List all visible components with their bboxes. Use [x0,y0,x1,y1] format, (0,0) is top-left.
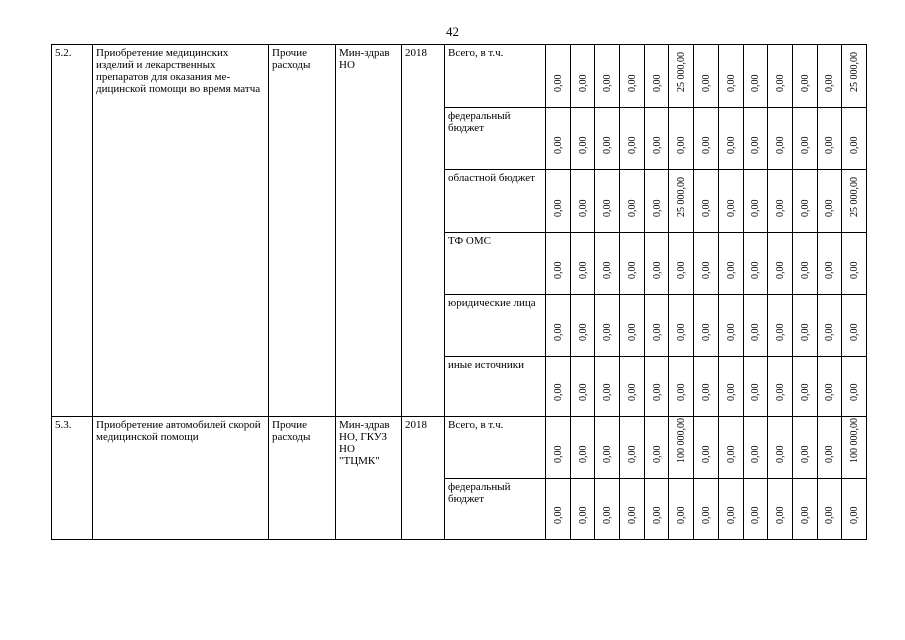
amount-value: 0,00 [725,261,737,279]
amount-value: 0,00 [750,261,762,279]
amount-value: 25 000,00 [676,52,688,92]
amount-cell [595,295,620,357]
table-row [52,45,867,108]
amount-cell [620,295,645,357]
amount-cell [694,233,719,295]
table-row [52,417,867,479]
item-name: Приобретение автомобилей скорой медицинской помощи [93,417,269,540]
expense-type: Прочие расходы [269,45,336,417]
amount-cell [694,108,719,170]
amount-cell [743,233,768,295]
amount-cell [644,45,669,108]
amount-cell [595,417,620,479]
amount-value: 0,00 [775,136,787,154]
amount-value: 0,00 [676,506,688,524]
year: 2018 [402,45,445,417]
amount-value: 0,00 [577,383,589,401]
amount-value: 0,00 [577,506,589,524]
amount-value: 0,00 [651,136,663,154]
amount-cell [546,479,571,540]
amount-value: 0,00 [750,323,762,341]
amount-value: 0,00 [725,74,737,92]
amount-value: 0,00 [799,445,811,463]
amount-value: 0,00 [799,74,811,92]
amount-cell [743,417,768,479]
amount-value: 0,00 [725,136,737,154]
amount-value: 0,00 [824,323,836,341]
amount-value: 0,00 [824,261,836,279]
amount-value: 0,00 [602,383,614,401]
amount-cell [842,45,867,108]
amount-cell [546,357,571,417]
amount-value: 0,00 [602,261,614,279]
amount-cell [546,45,571,108]
page-number: 42 [446,24,459,39]
amount-value: 0,00 [824,136,836,154]
amount-cell [817,479,842,540]
amount-cell [595,233,620,295]
amount-value: 0,00 [626,74,638,92]
amount-value: 0,00 [676,261,688,279]
amount-cell [644,108,669,170]
amount-value: 0,00 [700,323,712,341]
amount-cell [842,479,867,540]
amount-value: 0,00 [626,323,638,341]
amount-value: 0,00 [651,261,663,279]
amount-value: 0,00 [626,136,638,154]
amount-value: 100 000,00 [849,418,861,463]
amount-cell [718,295,743,357]
amount-value: 0,00 [626,445,638,463]
item-number: 5.2. [52,45,93,417]
funding-source: ТФ ОМС [445,233,546,295]
amount-value: 0,00 [725,199,737,217]
amount-cell [718,357,743,417]
amount-cell [620,233,645,295]
amount-value: 0,00 [750,383,762,401]
amount-cell [768,170,793,233]
amount-cell [570,295,595,357]
amount-cell [694,357,719,417]
amount-value: 0,00 [799,261,811,279]
amount-cell [570,45,595,108]
funding-source: федеральный бюджет [445,108,546,170]
amount-cell [817,417,842,479]
amount-value: 0,00 [626,506,638,524]
amount-value: 0,00 [775,199,787,217]
amount-value: 0,00 [700,506,712,524]
amount-cell [669,45,694,108]
amount-cell [644,357,669,417]
amount-value: 0,00 [577,445,589,463]
amount-value: 0,00 [750,445,762,463]
amount-value: 0,00 [700,383,712,401]
amount-value: 0,00 [602,506,614,524]
amount-value: 0,00 [775,74,787,92]
amount-cell [768,295,793,357]
amount-cell [743,479,768,540]
amount-cell [620,108,645,170]
amount-value: 0,00 [775,445,787,463]
amount-cell [842,170,867,233]
amount-cell [595,108,620,170]
amount-value: 0,00 [626,261,638,279]
amount-cell [570,170,595,233]
amount-cell [842,108,867,170]
amount-value: 0,00 [700,136,712,154]
amount-value: 0,00 [799,323,811,341]
amount-cell [743,45,768,108]
amount-value: 0,00 [577,74,589,92]
amount-cell [546,233,571,295]
amount-cell [718,479,743,540]
amount-value: 0,00 [577,199,589,217]
amount-cell [718,108,743,170]
amount-value: 0,00 [676,136,688,154]
amount-value: 0,00 [602,199,614,217]
amount-value: 0,00 [849,506,861,524]
amount-value: 0,00 [552,136,564,154]
amount-cell [570,233,595,295]
amount-value: 0,00 [849,383,861,401]
amount-cell [792,357,817,417]
amount-cell [644,170,669,233]
amount-cell [546,108,571,170]
amount-value: 0,00 [824,199,836,217]
amount-value: 0,00 [824,506,836,524]
year: 2018 [402,417,445,540]
amount-value: 0,00 [750,74,762,92]
amount-value: 0,00 [750,199,762,217]
amount-value: 25 000,00 [849,177,861,217]
amount-cell [817,170,842,233]
amount-value: 0,00 [725,383,737,401]
amount-cell [546,170,571,233]
amount-value: 0,00 [552,74,564,92]
funding-source: областной бюджет [445,170,546,233]
amount-cell [842,233,867,295]
amount-value: 0,00 [577,323,589,341]
amount-cell [644,233,669,295]
amount-value: 0,00 [799,199,811,217]
amount-value: 0,00 [750,136,762,154]
expense-type: Прочие расходы [269,417,336,540]
item-name: Приобретение медицинских изделий и лекарственных препаратов для оказания ме-дицинской помощи во время матча [93,45,269,417]
amount-cell [842,357,867,417]
amount-cell [792,479,817,540]
amount-value: 100 000,00 [676,418,688,463]
amount-cell [768,233,793,295]
amount-value: 0,00 [552,383,564,401]
amount-value: 0,00 [824,445,836,463]
amount-cell [669,233,694,295]
amount-value: 0,00 [725,323,737,341]
funding-source: Всего, в т.ч. [445,45,546,108]
amount-cell [817,357,842,417]
amount-cell [595,170,620,233]
amount-cell [669,357,694,417]
amount-cell [792,108,817,170]
amount-cell [792,295,817,357]
amount-cell [694,417,719,479]
amount-value: 0,00 [602,74,614,92]
amount-cell [644,479,669,540]
amount-value: 0,00 [725,445,737,463]
amount-cell [669,417,694,479]
amount-cell [842,295,867,357]
amount-value: 0,00 [775,323,787,341]
item-number: 5.3. [52,417,93,540]
amount-cell [743,170,768,233]
amount-value: 0,00 [602,323,614,341]
amount-value: 0,00 [799,506,811,524]
amount-value: 0,00 [700,74,712,92]
amount-value: 0,00 [651,74,663,92]
amount-value: 0,00 [552,323,564,341]
amount-cell [644,417,669,479]
amount-cell [817,45,842,108]
amount-cell [595,45,620,108]
funding-source: юридические лица [445,295,546,357]
amount-cell [620,479,645,540]
amount-value: 0,00 [602,445,614,463]
amount-cell [669,170,694,233]
amount-value: 0,00 [799,136,811,154]
amount-value: 0,00 [651,445,663,463]
amount-value: 25 000,00 [849,52,861,92]
amount-value: 0,00 [651,323,663,341]
amount-cell [669,108,694,170]
amount-cell [669,295,694,357]
amount-cell [570,417,595,479]
amount-value: 0,00 [552,261,564,279]
amount-cell [694,295,719,357]
amount-cell [644,295,669,357]
amount-cell [768,108,793,170]
amount-value: 0,00 [725,506,737,524]
amount-value: 0,00 [849,323,861,341]
amount-cell [743,295,768,357]
amount-value: 25 000,00 [676,177,688,217]
amount-cell [620,170,645,233]
amount-value: 0,00 [700,261,712,279]
amount-cell [842,417,867,479]
amount-cell [718,417,743,479]
amount-cell [718,170,743,233]
amount-value: 0,00 [775,383,787,401]
amount-value: 0,00 [700,445,712,463]
amount-cell [792,170,817,233]
amount-cell [694,45,719,108]
amount-value: 0,00 [577,136,589,154]
amount-cell [620,45,645,108]
amount-cell [595,479,620,540]
amount-cell [817,233,842,295]
amount-value: 0,00 [552,199,564,217]
amount-value: 0,00 [552,445,564,463]
amount-value: 0,00 [775,506,787,524]
executor: Мин-здрав НО [336,45,402,417]
amount-cell [817,108,842,170]
amount-value: 0,00 [651,506,663,524]
funding-source: иные источники [445,357,546,417]
funding-source: Всего, в т.ч. [445,417,546,479]
amount-cell [768,357,793,417]
amount-cell [792,45,817,108]
amount-cell [718,45,743,108]
amount-value: 0,00 [651,383,663,401]
amount-cell [620,417,645,479]
amount-value: 0,00 [626,383,638,401]
executor: Мин-здрав НО, ГКУЗ НО "ТЦМК" [336,417,402,540]
amount-cell [743,357,768,417]
amount-value: 0,00 [775,261,787,279]
amount-cell [768,417,793,479]
amount-value: 0,00 [799,383,811,401]
amount-cell [694,479,719,540]
amount-cell [817,295,842,357]
amount-cell [595,357,620,417]
amount-value: 0,00 [676,383,688,401]
amount-value: 0,00 [552,506,564,524]
amount-value: 0,00 [824,74,836,92]
amount-cell [546,417,571,479]
amount-cell [694,170,719,233]
amount-value: 0,00 [577,261,589,279]
amount-value: 0,00 [750,506,762,524]
amount-cell [570,357,595,417]
amount-value: 0,00 [849,136,861,154]
amount-value: 0,00 [824,383,836,401]
budget-table [51,44,867,540]
amount-cell [743,108,768,170]
amount-cell [546,295,571,357]
amount-value: 0,00 [602,136,614,154]
amount-value: 0,00 [849,261,861,279]
amount-value: 0,00 [651,199,663,217]
amount-cell [768,479,793,540]
amount-value: 0,00 [626,199,638,217]
amount-cell [768,45,793,108]
amount-value: 0,00 [700,199,712,217]
amount-cell [620,357,645,417]
amount-cell [669,479,694,540]
funding-source: федеральный бюджет [445,479,546,540]
amount-cell [792,417,817,479]
amount-value: 0,00 [676,323,688,341]
amount-cell [570,108,595,170]
amount-cell [570,479,595,540]
amount-cell [792,233,817,295]
amount-cell [718,233,743,295]
